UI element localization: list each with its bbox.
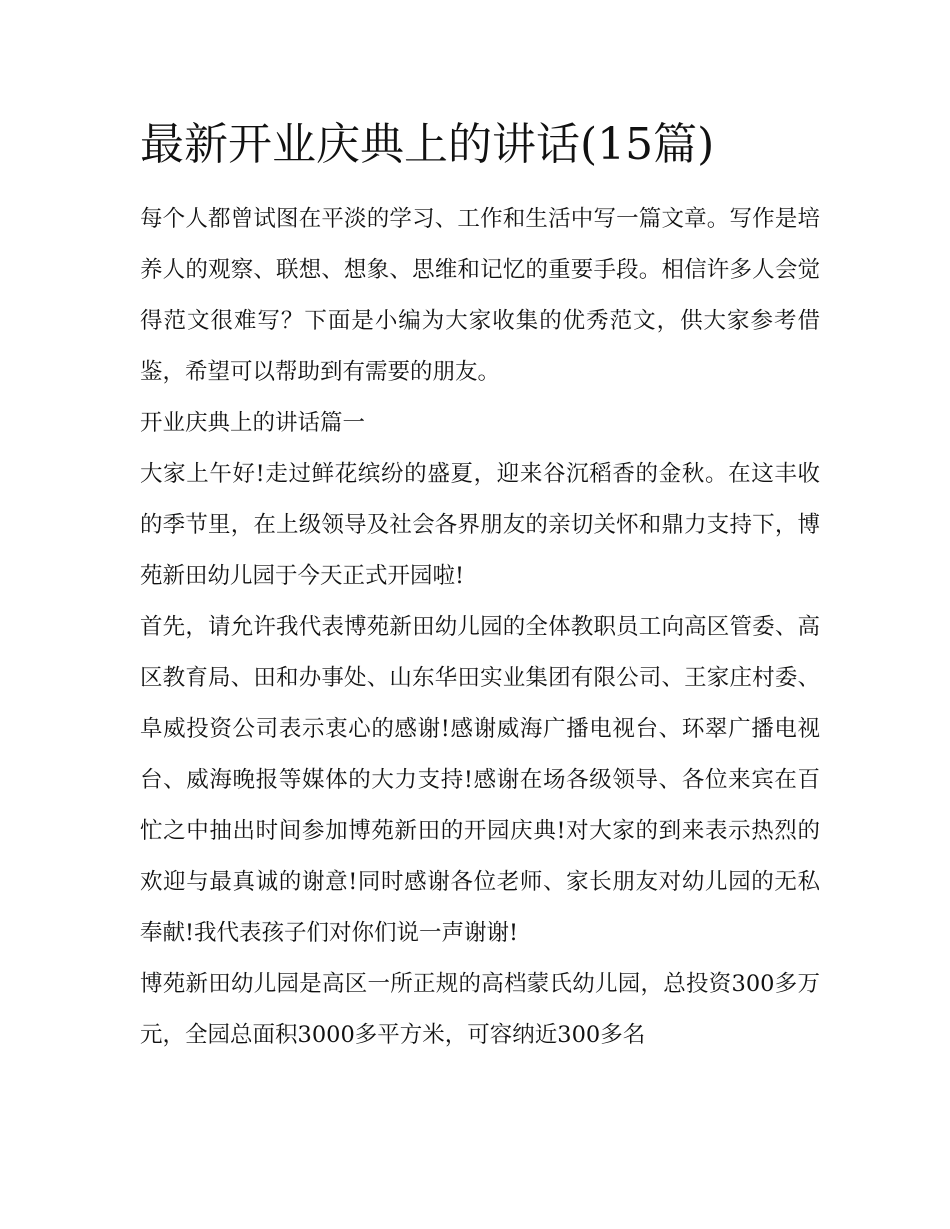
document-body: [140, 112, 820, 1061]
intro-paragraph: 每个人都曾试图在平淡的学习、工作和生活中写一篇文章。写作是培养人的观察、联想、想象、思维和记忆的重要手段。相信许多人会觉得范文很难写？下面是小编为大家收集的优秀范文，供大家参考借鉴，希望可以帮助到有需要的朋友。: [140, 206, 820, 385]
section-heading: 开业庆典上的讲话篇一: [140, 410, 366, 436]
body-paragraph: 大家上午好!走过鲜花缤纷的盛夏，迎来谷沉稻香的金秋。在这丰收的季节里，在上级领导及社会各界朋友的亲切关怀和鼎力支持下，博苑新田幼儿园于今天正式开园啦!: [140, 461, 820, 589]
document-title: 最新开业庆典上的讲话(15篇): [140, 119, 715, 170]
body-paragraph: 博苑新田幼儿园是高区一所正规的高档蒙氏幼儿园，总投资300多万元，全园总面积3000多平方米，可容纳近300多名: [140, 971, 820, 1048]
body-paragraph: 首先，请允许我代表博苑新田幼儿园的全体教职员工向高区管委、高区教育局、田和办事处、山东华田实业集团有限公司、王家庄村委、阜威投资公司表示衷心的感谢!感谢威海广播电视台、环翠广播电视台、威海晚报等媒体的大力支持!感谢在场各级领导、各位来宾在百忙之中抽出时间参加博苑新田的开园庆典!对大家的到来表示热烈的欢迎与最真诚的谢意!同时感谢各位老师、家长朋友对幼儿园的无私奉献!我代表孩子们对你们说一声谢谢!: [140, 614, 820, 946]
